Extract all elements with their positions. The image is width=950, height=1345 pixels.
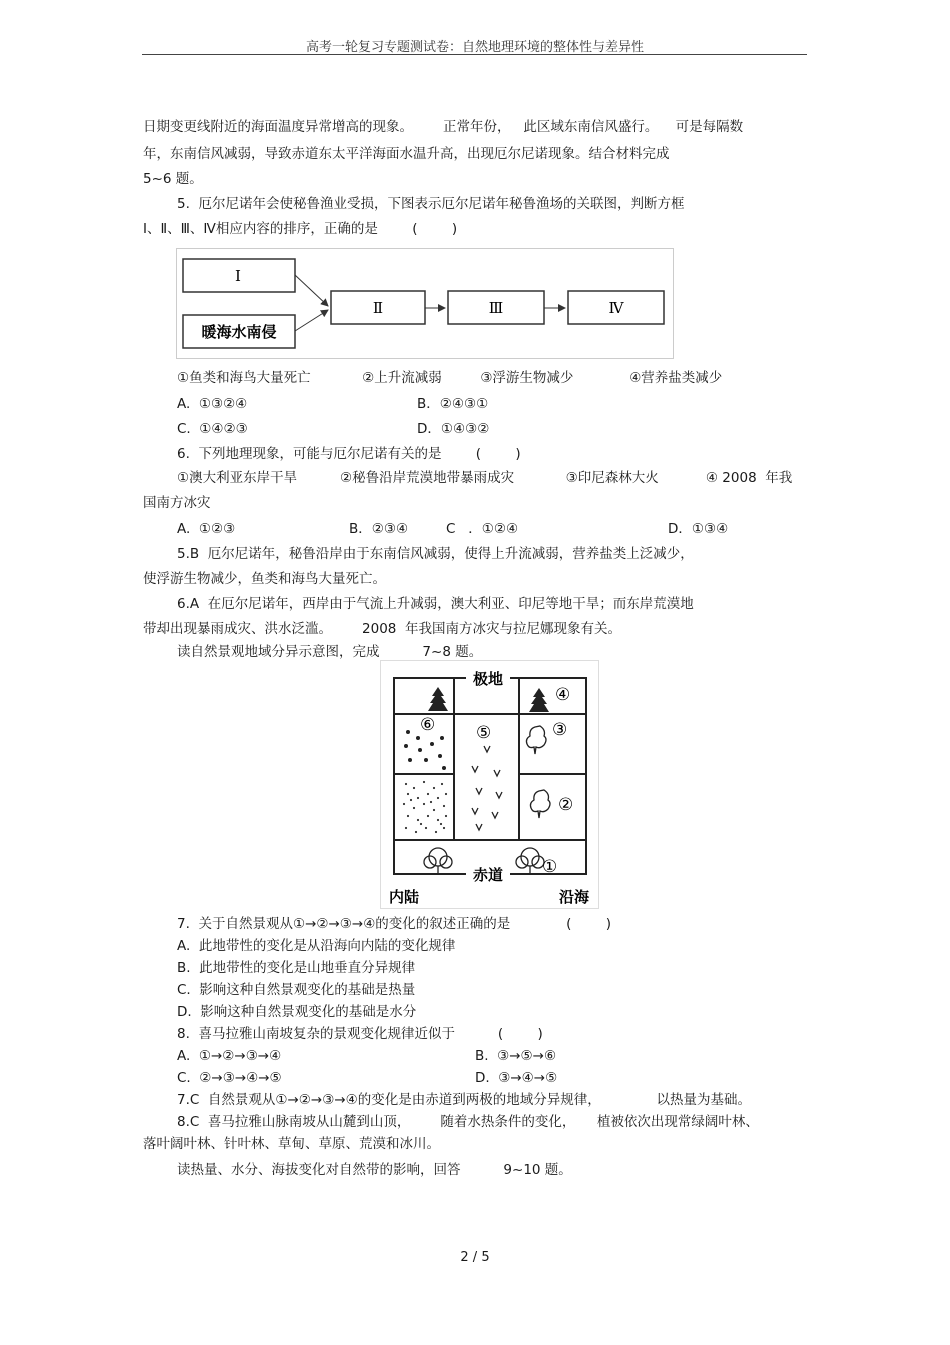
svg-text:暖海水南侵: 暖海水南侵: [201, 323, 277, 341]
answer-5: 5.B 厄尔尼诺年，秘鲁沿岸由于东南信风减弱，使得上升流减弱，营养盐类上泛减少，: [177, 546, 694, 562]
answer-7: 7.C 自然景观从①→②→③→④的变化是由赤道到两极的地域分异规律， 以热量为基础。: [177, 1092, 752, 1108]
svg-text:Ⅲ: Ⅲ: [488, 299, 504, 317]
svg-text:Ⅰ: Ⅰ: [235, 267, 241, 285]
svg-text:③: ③: [552, 720, 568, 740]
q6-items-cont: 国南方冰灾: [143, 495, 211, 511]
q8-option-b: B. ③→⑤→⑥: [475, 1048, 557, 1064]
text-line: Ⅰ、Ⅱ、Ⅲ、Ⅳ相应内容的排序，正确的是 ( ): [143, 221, 458, 237]
svg-text:①: ①: [542, 857, 558, 877]
svg-text:⑤: ⑤: [476, 723, 492, 743]
q7-option-b: B. 此地带性的变化是山地垂直分异规律: [177, 960, 416, 976]
q6-option-b: B．②③④: [349, 521, 409, 537]
q5-option-d: D．①④③②: [417, 421, 490, 437]
q8-option-d: D. ③→④→⑤: [475, 1070, 558, 1086]
landscape-zonation-diagram: [380, 660, 600, 910]
question-8: 8. 喜马拉雅山南坡复杂的景观变化规律近似于 ( ): [177, 1026, 543, 1042]
svg-text:Ⅱ: Ⅱ: [372, 299, 384, 317]
text-line: 年，东南信风减弱，导致赤道东太平洋海面水温升高，出现厄尔尼诺现象。结合材料完成: [143, 146, 670, 162]
svg-text:内陆: 内陆: [388, 888, 420, 906]
answer-8: 8.C 喜马拉雅山脉南坡从山麓到山顶， 随着水热条件的变化， 植被依次出现常绿阔叶林、: [177, 1114, 759, 1130]
q6-option-c: C ．①②④: [446, 521, 519, 537]
question-6: 6. 下列地理现象，可能与厄尔尼诺有关的是 ( ): [177, 446, 521, 462]
instruction-9-10: 读热量、水分、海拔变化对自然带的影响，回答 9~10 题。: [177, 1162, 572, 1178]
q7-option-c: C. 影响这种自然景观变化的基础是热量: [177, 982, 416, 998]
answer-8-cont: 落叶阔叶林、针叶林、草甸、草原、荒漠和冰川。: [143, 1136, 440, 1152]
question-7: 7. 关于自然景观从①→②→③→④的变化的叙述正确的是 ( ): [177, 916, 611, 932]
header-divider: [142, 54, 807, 55]
q7-option-d: D. 影响这种自然景观变化的基础是水分: [177, 1004, 417, 1020]
q6-option-d: D．①③④: [668, 521, 729, 537]
q8-option-a: A. ①→②→③→④: [177, 1048, 282, 1064]
q5-option-b: B．②④③①: [417, 396, 489, 412]
q5-items: ①鱼类和海鸟大量死亡 ②上升流减弱 ③浮游生物减少 ④营养盐类减少: [177, 370, 723, 386]
q8-option-c: C. ②→③→④→⑤: [177, 1070, 282, 1086]
question-5: 5. 厄尔尼诺年会使秘鲁渔业受损，下图表示厄尔尼诺年秘鲁渔场的关联图，判断方框: [177, 196, 685, 212]
text-line: 5~6 题。: [143, 171, 203, 187]
answer-6: 6.A 在厄尔尼诺年，西岸由于气流上升减弱，澳大利亚、印尼等地干旱；而东岸荒漠地: [177, 596, 694, 612]
svg-text:Ⅳ: Ⅳ: [608, 299, 624, 317]
svg-text:⑥: ⑥: [420, 715, 436, 735]
answer-5-cont: 使浮游生物减少，鱼类和海鸟大量死亡。: [143, 571, 386, 587]
svg-text:沿海: 沿海: [558, 888, 590, 906]
svg-text:④: ④: [555, 685, 571, 705]
q6-items: ①澳大利亚东岸干旱 ②秘鲁沿岸荒漠地带暴雨成灾 ③印尼森林大火 ④ 2008 年我: [177, 470, 793, 486]
svg-text:极地: 极地: [472, 670, 504, 688]
page-header: 高考一轮复习专题测试卷：自然地理环境的整体性与差异性: [305, 40, 644, 55]
svg-text:赤道: 赤道: [472, 866, 504, 884]
text-line: 日期变更线附近的海面温度异常增高的现象。 正常年份， 此区域东南信风盛行。 可是每隔数: [143, 119, 744, 135]
page-number: 2 / 5: [460, 1250, 490, 1265]
answer-6-cont: 带却出现暴雨成灾、洪水泛滥。 2008 年我国南方冰灾与拉尼娜现象有关。: [143, 621, 621, 637]
elnino-flow-diagram: [176, 248, 676, 360]
q7-option-a: A. 此地带性的变化是从沿海向内陆的变化规律: [177, 938, 456, 954]
instruction-7-8: 读自然景观地域分异示意图，完成 7~8 题。: [177, 644, 483, 660]
svg-text:②: ②: [558, 795, 574, 815]
q5-option-a: A. ①③②④: [177, 396, 248, 412]
q6-option-a: A. ①②③: [177, 521, 236, 537]
q5-option-c: C. ①④②③: [177, 421, 248, 437]
